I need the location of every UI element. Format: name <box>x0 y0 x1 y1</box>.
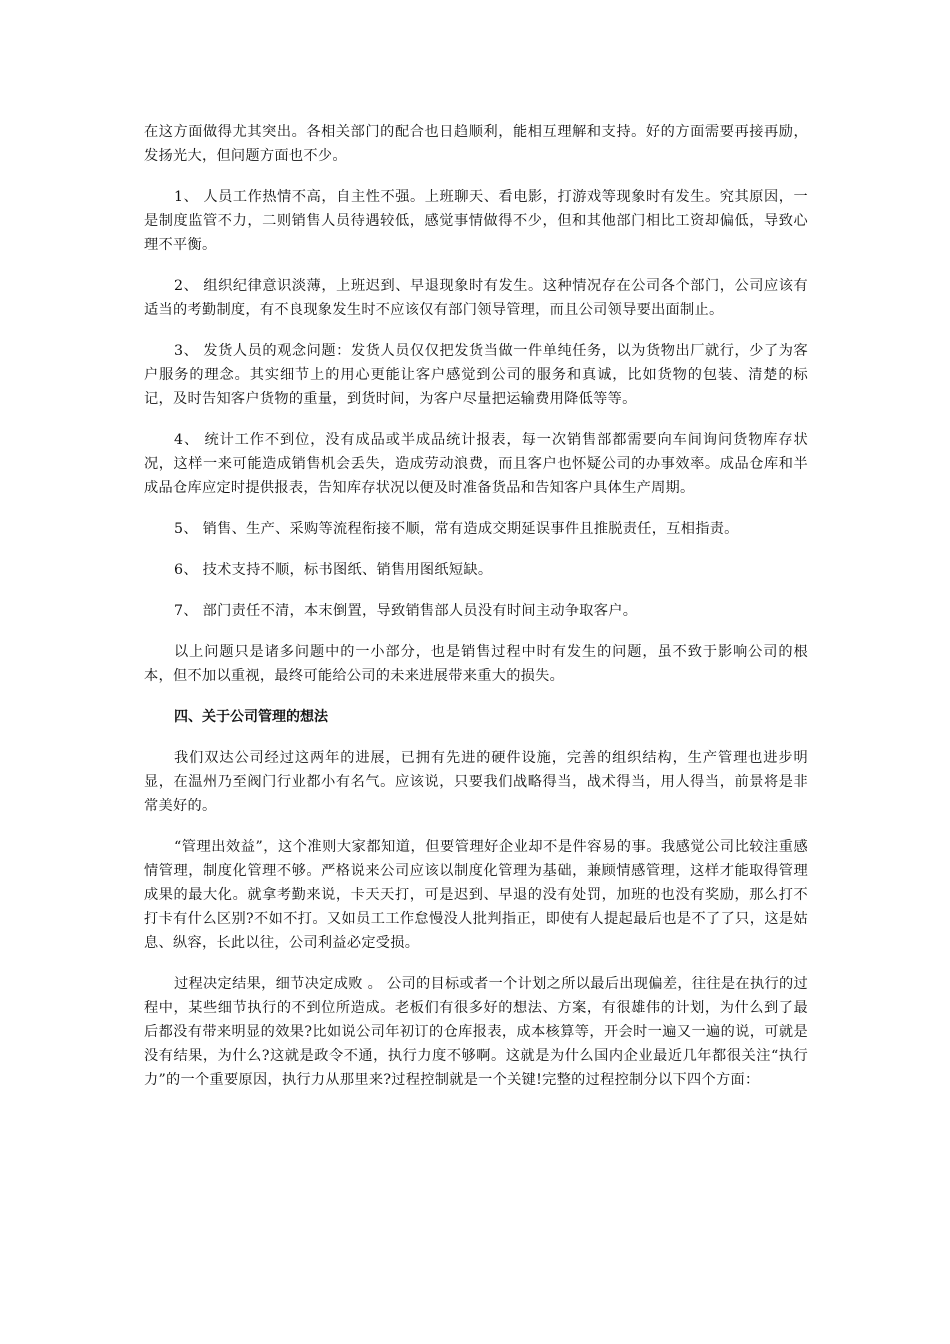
issue-item-5: 5、 销售、生产、采购等流程衔接不顺，常有造成交期延误事件且推脱责任，互相指责。 <box>174 521 739 537</box>
issue-item-2: 2、 组织纪律意识淡薄，上班迟到、早退现象时有发生。这种情况存在公司各个部门，公司应该有适当的考勤制度，有不良现象发生时不应该仅有部门领导管理，而且公司领导要出面制止。 <box>144 278 808 318</box>
issue-item-4: 4、 统计工作不到位，没有成品或半成品统计报表，每一次销售部都需要向车间询问货物库存状况，这样一来可能造成销售机会丢失，造成劳动浪费，而且客户也怀疑公司的办事效率。成品仓库和半成品仓库应定时提供报表，告知库存状况以便及时准备货品和告知客户具体生产周期。 <box>144 432 808 496</box>
paragraph-continuation: 在这方面做得尤其突出。各相关部门的配合也日趋顺利，能相互理解和支持。好的方面需要再接再励，发扬光大，但问题方面也不少。 <box>144 124 808 164</box>
section-heading: 四、关于公司管理的想法 <box>174 709 328 725</box>
management-paragraph-2: “管理出效益”，这个准则大家都知道，但要管理好企业却不是件容易的事。我感觉公司比较注重感情管理，制度化管理不够。严格说来公司应该以制度化管理为基础，兼顾情感管理，这样才能取得管理成果的最大化。就拿考勤来说，卡天天打，可是迟到、早退的没有处罚，加班的也没有奖励，那么打不打卡有什么区别?不如不打。又如员工工作怠慢没人批判指正，即使有人提起最后也是不了了只，这是姑息、纵容，长此以往，公司利益必定受损。 <box>144 839 808 951</box>
management-paragraph-3: 过程决定结果，细节决定成败 。 公司的目标或者一个计划之所以最后出现偏差，往往是在执行的过程中，某些细节执行的不到位所造成。老板们有很多好的想法、方案，有很雄伟的计划，为什么到了最后都没有带来明显的效果?比如说公司年初订的仓库报表，成本核算等，开会时一遍又一遍的说，可就是没有结果，为什么?这就是政令不通，执行力度不够啊。这就是为什么国内企业最近几年都很关注“执行力”的一个重要原因，执行力从那里来?过程控制就是一个关键!完整的过程控制分以下四个方面： <box>144 976 808 1088</box>
issue-item-1: 1、 人员工作热情不高，自主性不强。上班聊天、看电影，打游戏等现象时有发生。究其原因，一是制度监管不力，二则销售人员待遇较低，感觉事情做得不少，但和其他部门相比工资却偏低，导致心理不平衡。 <box>144 189 808 253</box>
issue-item-3: 3、 发货人员的观念问题：发货人员仅仅把发货当做一件单纯任务，以为货物出厂就行，少了为客户服务的理念。其实细节上的用心更能让客户感觉到公司的服务和真诚，比如货物的包装、清楚的标记，及时告知客户货物的重量，到货时间，为客户尽量把运输费用降低等等。 <box>144 343 808 407</box>
management-paragraph-1: 我们双达公司经过这两年的进展，已拥有先进的硬件设施，完善的组织结构，生产管理也进步明显，在温州乃至阀门行业都小有名气。应该说，只要我们战略得当，战术得当，用人得当，前景将是非常美好的。 <box>144 750 808 814</box>
issue-item-6: 6、 技术支持不顺，标书图纸、销售用图纸短缺。 <box>174 562 493 578</box>
document-page <box>144 120 808 1109</box>
issues-summary-paragraph: 以上问题只是诸多问题中的一小部分，也是销售过程中时有发生的问题，虽不致于影响公司的根本，但不加以重视，最终可能给公司的未来进展带来重大的损失。 <box>144 644 808 684</box>
issue-item-7: 7、 部门责任不清，本末倒置，导致销售部人员没有时间主动争取客户。 <box>174 603 638 619</box>
